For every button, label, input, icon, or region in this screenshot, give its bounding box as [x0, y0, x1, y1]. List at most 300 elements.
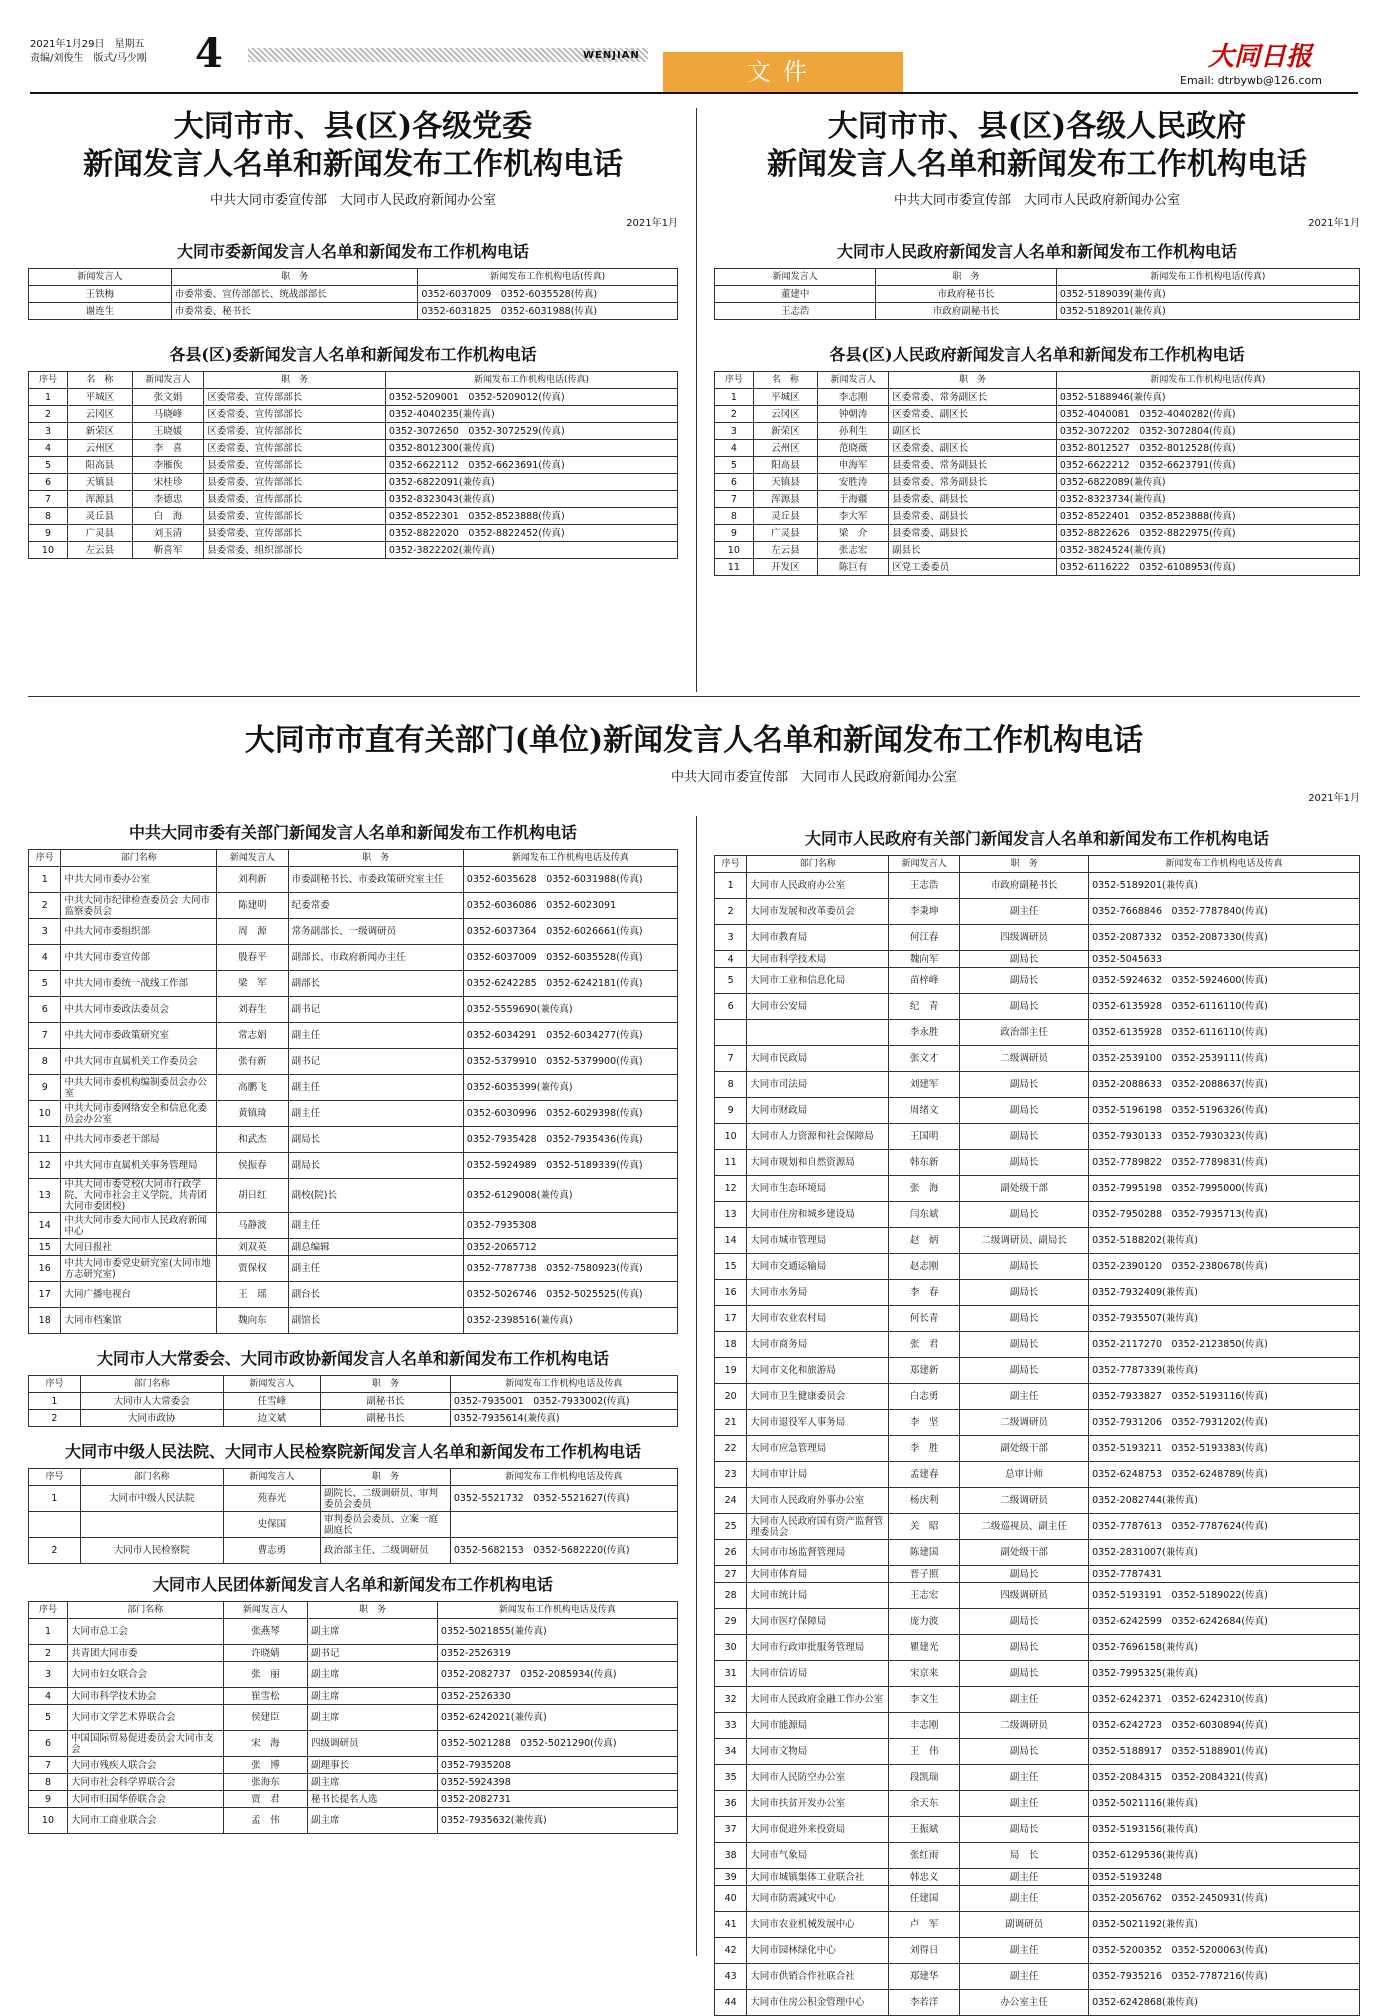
column-header: 新闻发言人: [223, 1376, 320, 1393]
column-header: 名 称: [753, 372, 818, 389]
table-cell: 安胜涛: [818, 474, 889, 491]
table-cell: 大同市人民政府金融工作办公室: [747, 1687, 889, 1713]
table-cell: 梁 介: [818, 525, 889, 542]
table-cell: 灵丘县: [67, 508, 132, 525]
issuer: 中共大同市委宣传部 大同市人民政府新闻办公室: [893, 193, 1180, 208]
table-cell: 大同市公安局: [747, 994, 889, 1020]
table-row: [715, 1739, 1360, 1765]
table-cell: 0352-5026746 0352-5025525(传真): [463, 1282, 677, 1308]
table-cell: 申海军: [818, 457, 889, 474]
table-row: [715, 1687, 1360, 1713]
table-cell: 41: [715, 1912, 747, 1938]
table-cell: 30: [715, 1635, 747, 1661]
table-cell: 0352-6242021(兼传真): [437, 1705, 677, 1731]
table-cell: 19: [715, 1358, 747, 1384]
table-cell: 0352-8323043(兼传真): [385, 491, 677, 508]
table-cell: 大同市防震减灾中心: [747, 1886, 889, 1912]
table-cell: 4: [715, 951, 747, 968]
table-row: [29, 1308, 678, 1334]
table-row: [29, 1538, 678, 1564]
table-cell: 0352-5189201(兼传真): [1089, 873, 1360, 899]
table-cell: 副局长: [960, 1358, 1089, 1384]
table-cell: 10: [715, 1124, 747, 1150]
table-cell: 任建国: [889, 1886, 960, 1912]
issuer: 中共大同市委宣传部 大同市人民政府新闻办公室: [670, 769, 957, 785]
table-cell: 副局长: [960, 1202, 1089, 1228]
table-cell: 大同市档案馆: [61, 1308, 217, 1334]
table-cell: 副秘书长: [321, 1393, 451, 1410]
issue-month: 2021年1月: [626, 218, 678, 229]
table-cell: 22: [715, 1436, 747, 1462]
table-cell: 中国国际贸易促进委员会大同市支会: [67, 1731, 223, 1757]
table-row: [29, 1774, 678, 1791]
table-cell: 张 丽: [223, 1662, 307, 1688]
table-cell: 1: [29, 1393, 81, 1410]
table-cell: 王振斌: [889, 1817, 960, 1843]
table-cell: 云冈区: [67, 406, 132, 423]
table-row: [29, 1757, 678, 1774]
table-row: [29, 1410, 678, 1427]
table-cell: 大同市城镇集体工业联合社: [747, 1869, 889, 1886]
table-row: [29, 1393, 678, 1410]
table-cell: 6: [715, 474, 754, 491]
table-cell: 0352-8522301 0352-8523888(传真): [385, 508, 677, 525]
column-header: 新闻发布工作机构电话(传真): [1056, 269, 1359, 286]
table-row: [29, 1808, 678, 1834]
table-cell: 市委常委、秘书长: [171, 303, 418, 320]
table-cell: 7: [29, 1757, 68, 1774]
table-cell: 0352-6031825 0352-6031988(传真): [418, 303, 678, 320]
table-cell: 庞力波: [889, 1609, 960, 1635]
table-cell: 区委常委、宣传部部长: [204, 406, 386, 423]
table-cell: 阳高县: [753, 457, 818, 474]
table-cell: 26: [715, 1540, 747, 1566]
section-divider: [28, 696, 1360, 697]
table-cell: 4: [29, 1688, 68, 1705]
column-header: 新闻发布工作机构电话及传真: [437, 1602, 677, 1619]
table-cell: 大同市园林绿化中心: [747, 1938, 889, 1964]
table-cell: 大同市政协: [80, 1410, 223, 1427]
table-cell: 0352-5682153 0352-5682220(传真): [450, 1538, 677, 1564]
table-row: [715, 1046, 1360, 1072]
table-cell: 李秉坤: [889, 899, 960, 925]
table-cell: 37: [715, 1817, 747, 1843]
table-cell: 区委常委、宣传部部长: [204, 440, 386, 457]
table-cell: 贾保权: [217, 1256, 288, 1282]
table-cell: 四级调研员: [960, 925, 1089, 951]
table-cell: 18: [715, 1332, 747, 1358]
table-cell: 3: [29, 423, 68, 440]
table-row: [29, 1213, 678, 1239]
table-cell: 李若洋: [889, 1990, 960, 2016]
city-party-spokesperson-table: [28, 268, 678, 320]
table-cell: 总审计师: [960, 1462, 1089, 1488]
table-cell: 4: [29, 440, 68, 457]
section-pinyin: WENJIAN: [583, 50, 640, 61]
table-cell: 0352-8822020 0352-8822452(传真): [385, 525, 677, 542]
table-cell: 中共大同市委大同市人民政府新闻中心: [61, 1213, 217, 1239]
column-header: 序号: [29, 1469, 81, 1486]
table-cell: 大同市扶贫开发办公室: [747, 1791, 889, 1817]
table-cell: 中共大同市委组织部: [61, 919, 217, 945]
table-cell: 闫东斌: [889, 1202, 960, 1228]
table-title: 大同市人大常委会、大同市政协新闻发言人名单和新闻发布工作机构电话: [96, 1349, 609, 1368]
table-cell: 0352-2390120 0352-2380678(传真): [1089, 1254, 1360, 1280]
table-cell: 开发区: [753, 559, 818, 576]
table-cell: 副处级干部: [960, 1540, 1089, 1566]
table-row: [715, 951, 1360, 968]
table-cell: 中共大同市委政法委员会: [61, 997, 217, 1023]
table-cell: 大同广播电视台: [61, 1282, 217, 1308]
table-cell: 马晓峰: [132, 406, 203, 423]
table-cell: 大同市人大常委会: [80, 1393, 223, 1410]
table-cell: 钟朝涛: [818, 406, 889, 423]
table-cell: 二级调研员: [960, 1488, 1089, 1514]
table-row: [715, 525, 1360, 542]
table-cell: 副总编辑: [288, 1239, 463, 1256]
table-cell: 0352-6135928 0352-6116110(传真): [1089, 994, 1360, 1020]
table-cell: 10: [29, 1808, 68, 1834]
table-cell: 大同市人民防空办公室: [747, 1765, 889, 1791]
table-cell: 郑建新: [889, 1358, 960, 1384]
column-header: 序号: [29, 1602, 68, 1619]
table-row: [715, 1488, 1360, 1514]
table-cell: 31: [715, 1661, 747, 1687]
column-header: 新闻发布工作机构电话及传真: [1089, 856, 1360, 873]
table-cell: [450, 1512, 677, 1538]
column-header: 新闻发布工作机构电话(传真): [418, 269, 678, 286]
table-cell: 0352-5521732 0352-5521627(传真): [450, 1486, 677, 1512]
column-header: 序号: [29, 1376, 81, 1393]
table-cell: 0352-6822091(兼传真): [385, 474, 677, 491]
table-cell: 大同市住房和城乡建设局: [747, 1202, 889, 1228]
table-cell: 副局长: [960, 1306, 1089, 1332]
table-row: [715, 1765, 1360, 1791]
table-cell: 0352-6242868(兼传真): [1089, 1990, 1360, 2016]
table-cell: 刘建军: [889, 1072, 960, 1098]
table-row: [715, 1202, 1360, 1228]
table-cell: 大同日报社: [61, 1239, 217, 1256]
table-cell: 大同市市场监督管理局: [747, 1540, 889, 1566]
table-cell: 大同市交通运输局: [747, 1254, 889, 1280]
table-cell: 21: [715, 1410, 747, 1436]
table-row: [715, 440, 1360, 457]
column-header: 新闻发言人: [818, 372, 889, 389]
table-header-row: [29, 269, 678, 286]
table-cell: 0352-7787738 0352-7580923(传真): [463, 1256, 677, 1282]
party-departments-table: [28, 849, 678, 1334]
table-cell: 左云县: [753, 542, 818, 559]
table-cell: 周绪文: [889, 1098, 960, 1124]
table-row: [29, 1256, 678, 1282]
table-cell: 0352-3072202 0352-3072804(传真): [1056, 423, 1359, 440]
table-cell: 0352-5021855(兼传真): [437, 1619, 677, 1645]
table-cell: 0352-2065712: [463, 1239, 677, 1256]
table-cell: 0352-7933827 0352-5193116(传真): [1089, 1384, 1360, 1410]
issue-date: 2021年1月29日 星期五: [30, 39, 145, 50]
table-cell: 许晓婧: [223, 1645, 307, 1662]
column-divider: [696, 108, 697, 692]
table-row: [29, 1049, 678, 1075]
table-cell: 0352-6129536(兼传真): [1089, 1843, 1360, 1869]
table-cell: 1: [29, 867, 61, 893]
block-title-line2: 新闻发言人名单和新闻发布工作机构电话: [83, 146, 623, 182]
column-header: 新闻发布工作机构电话及传真: [450, 1469, 677, 1486]
table-row: [715, 542, 1360, 559]
court-procuratorate-table: [28, 1468, 678, 1564]
table-cell: 区委常委、宣传部部长: [204, 389, 386, 406]
table-cell: 崔雪松: [223, 1688, 307, 1705]
table-row: [29, 997, 678, 1023]
table-row: [29, 1127, 678, 1153]
table-cell: 16: [715, 1280, 747, 1306]
table-cell: 0352-5193156(兼传真): [1089, 1817, 1360, 1843]
table-cell: 侯振春: [217, 1153, 288, 1179]
table-cell: 0352-7935632(兼传真): [437, 1808, 677, 1834]
table-row: [715, 1306, 1360, 1332]
table-cell: 魏向东: [217, 1308, 288, 1334]
table-cell: 6: [29, 1731, 68, 1757]
table-cell: 0352-6242599 0352-6242684(传真): [1089, 1609, 1360, 1635]
table-row: [715, 559, 1360, 576]
table-cell: 云冈区: [753, 406, 818, 423]
table-cell: 7: [715, 491, 754, 508]
table-cell: 范晓薇: [818, 440, 889, 457]
table-cell: [29, 1512, 81, 1538]
table-cell: 0352-2082731: [437, 1791, 677, 1808]
table-cell: 15: [715, 1254, 747, 1280]
table-cell: 副馆长: [288, 1308, 463, 1334]
table-cell: 孟建春: [889, 1462, 960, 1488]
table-row: [715, 1280, 1360, 1306]
column-header: 新闻发言人: [223, 1469, 320, 1486]
page-header: [0, 0, 1388, 100]
table-cell: 副部长: [288, 971, 463, 997]
table-row: [715, 508, 1360, 525]
table-row: [715, 1843, 1360, 1869]
table-cell: 宋京来: [889, 1661, 960, 1687]
table-cell: 2: [29, 1538, 81, 1564]
table-cell: 5: [715, 968, 747, 994]
table-cell: 0352-6135928 0352-6116110(传真): [1089, 1020, 1360, 1046]
table-cell: 赵志刚: [889, 1254, 960, 1280]
table-row: [715, 1990, 1360, 2016]
table-cell: 7: [29, 491, 68, 508]
table-row: [715, 968, 1360, 994]
table-cell: 0352-5193191 0352-5189022(传真): [1089, 1583, 1360, 1609]
table-cell: 6: [29, 997, 61, 1023]
table-cell: 副局长: [960, 1150, 1089, 1176]
table-cell: 0352-7668846 0352-7787840(传真): [1089, 899, 1360, 925]
table-cell: 0352-5188917 0352-5188901(传真): [1089, 1739, 1360, 1765]
table-cell: 0352-7932409(兼传真): [1089, 1280, 1360, 1306]
table-cell: 1: [715, 873, 747, 899]
table-cell: 0352-5559690(兼传真): [463, 997, 677, 1023]
table-cell: 大同市文物局: [747, 1739, 889, 1765]
table-cell: 34: [715, 1739, 747, 1765]
table-row: [715, 1609, 1360, 1635]
table-cell: 市政府副秘书长: [876, 303, 1057, 320]
table-cell: 区委常委、副区长: [889, 440, 1057, 457]
table-cell: 大同市信访局: [747, 1661, 889, 1687]
table-cell: 0352-7935208: [437, 1757, 677, 1774]
column-header: 职 务: [204, 372, 386, 389]
table-row: [29, 971, 678, 997]
table-cell: 县委常委、宣传部部长: [204, 525, 386, 542]
table-row: [29, 1512, 678, 1538]
table-row: [715, 1964, 1360, 1990]
table-cell: 0352-6037009 0352-6035528(传真): [463, 945, 677, 971]
table-cell: 0352-2539100 0352-2539111(传真): [1089, 1046, 1360, 1072]
table-cell: 副院长、二级调研员、审判委员会委员: [321, 1486, 451, 1512]
table-cell: 2: [715, 899, 747, 925]
table-cell: 王 伟: [889, 1739, 960, 1765]
table-cell: 副局长: [960, 1566, 1089, 1583]
table-cell: 副区长: [889, 423, 1057, 440]
table-cell: 大同市行政审批服务管理局: [747, 1635, 889, 1661]
table-cell: 16: [29, 1256, 61, 1282]
table-cell: 9: [715, 525, 754, 542]
column-header: 新闻发言人: [217, 850, 288, 867]
table-row: [715, 1869, 1360, 1886]
table-row: [715, 994, 1360, 1020]
table-cell: 中共大同市直属机关工作委员会: [61, 1049, 217, 1075]
table-cell: 0352-5188202(兼传真): [1089, 1228, 1360, 1254]
table-cell: 二级巡视员、副主任: [960, 1514, 1089, 1540]
column-header: 序号: [29, 850, 61, 867]
table-row: [29, 945, 678, 971]
table-row: [715, 303, 1360, 320]
table-cell: 0352-7935001 0352-7933002(传真): [450, 1393, 677, 1410]
table-cell: 区委常委、副区长: [889, 406, 1057, 423]
table-cell: 0352-7930133 0352-7930323(传真): [1089, 1124, 1360, 1150]
table-cell: 王 瑶: [217, 1282, 288, 1308]
table-cell: 17: [715, 1306, 747, 1332]
table-title: 大同市委新闻发言人名单和新闻发布工作机构电话: [176, 242, 529, 261]
table-cell: 中共大同市委老干部局: [61, 1127, 217, 1153]
table-row: [29, 1619, 678, 1645]
table-cell: 0352-7787613 0352-7787624(传真): [1089, 1514, 1360, 1540]
table-cell: 大同市退役军人事务局: [747, 1410, 889, 1436]
table-cell: 靳喜军: [132, 542, 203, 559]
table-cell: 0352-6242371 0352-6242310(传真): [1089, 1687, 1360, 1713]
table-cell: 12: [715, 1176, 747, 1202]
table-cell: 广灵县: [753, 525, 818, 542]
table-cell: 新荣区: [753, 423, 818, 440]
table-cell: 中共大同市委宣传部: [61, 945, 217, 971]
table-cell: 7: [715, 1046, 747, 1072]
table-cell: 0352-5193248: [1089, 1869, 1360, 1886]
table-cell: 0352-5021116(兼传真): [1089, 1791, 1360, 1817]
table-header-row: [29, 1469, 678, 1486]
table-cell: 大同市文学艺术界联合会: [67, 1705, 223, 1731]
table-header-row: [29, 372, 678, 389]
table-cell: 常务副部长、一级调研员: [288, 919, 463, 945]
column-header: 职 务: [171, 269, 418, 286]
table-cell: 1: [715, 389, 754, 406]
table-cell: 马静波: [217, 1213, 288, 1239]
table-cell: 12: [29, 1153, 61, 1179]
editors: 责编/刘俊生 版式/马少刚: [30, 53, 147, 64]
table-title: 大同市人民政府新闻发言人名单和新闻发布工作机构电话: [836, 242, 1237, 261]
column-header: 序号: [715, 372, 754, 389]
table-cell: 大同市农业机械发展中心: [747, 1912, 889, 1938]
table-cell: 副局长: [960, 1124, 1089, 1150]
table-cell: 32: [715, 1687, 747, 1713]
column-header: 新闻发言人: [29, 269, 172, 286]
table-cell: 副主任: [960, 899, 1089, 925]
table-cell: 副局长: [960, 1332, 1089, 1358]
table-cell: [80, 1512, 223, 1538]
table-cell: 广灵县: [67, 525, 132, 542]
issuer: 中共大同市委宣传部 大同市人民政府新闻办公室: [209, 193, 496, 208]
table-cell: 副局长: [960, 1280, 1089, 1306]
table-cell: 副局长: [960, 968, 1089, 994]
table-cell: 大同市应急管理局: [747, 1436, 889, 1462]
table-cell: 市委副秘书长、市委政策研究室主任: [288, 867, 463, 893]
table-cell: 大同市医疗保障局: [747, 1609, 889, 1635]
table-cell: 张 博: [223, 1757, 307, 1774]
table-cell: 大同市财政局: [747, 1098, 889, 1124]
column-header: 新闻发布工作机构电话及传真: [463, 850, 677, 867]
table-cell: 0352-7995198 0352-7995000(传真): [1089, 1176, 1360, 1202]
table-cell: 6: [29, 474, 68, 491]
table-cell: 大同市规划和自然资源局: [747, 1150, 889, 1176]
table-row: [29, 303, 678, 320]
table-cell: 6: [715, 994, 747, 1020]
table-cell: 胡日红: [217, 1179, 288, 1213]
table-cell: 9: [29, 1075, 61, 1101]
table-cell: 大同市能源局: [747, 1713, 889, 1739]
table-row: [715, 1410, 1360, 1436]
table-cell: 副主任: [960, 1791, 1089, 1817]
table-row: [715, 1713, 1360, 1739]
table-cell: 政治部主任、二级调研员: [321, 1538, 451, 1564]
table-cell: 政治部主任: [960, 1020, 1089, 1046]
table-cell: 2: [29, 406, 68, 423]
table-cell: 刘春生: [217, 997, 288, 1023]
table-row: [29, 1688, 678, 1705]
table-cell: 1: [29, 1486, 81, 1512]
table-cell: 浑源县: [753, 491, 818, 508]
table-cell: 大同市供销合作社联合社: [747, 1964, 889, 1990]
table-header-row: [29, 1602, 678, 1619]
page-number: 4: [195, 30, 223, 77]
table-cell: 二级调研员、副局长: [960, 1228, 1089, 1254]
table-row: [715, 1150, 1360, 1176]
table-cell: 5: [29, 971, 61, 997]
table-cell: 黄镇琦: [217, 1101, 288, 1127]
table-cell: 丰志刚: [889, 1713, 960, 1739]
table-row: [715, 286, 1360, 303]
table-cell: 区委常委、常务副区长: [889, 389, 1057, 406]
table-row: [29, 893, 678, 919]
table-cell: 平城区: [67, 389, 132, 406]
table-cell: 卢 军: [889, 1912, 960, 1938]
table-cell: 大同市中级人民法院: [80, 1486, 223, 1512]
table-cell: 副书记: [288, 997, 463, 1023]
table-cell: 副主席: [308, 1705, 438, 1731]
table-cell: 李 喜: [132, 440, 203, 457]
table-cell: 10: [715, 542, 754, 559]
table-cell: 副主任: [960, 1384, 1089, 1410]
column-header: 职 务: [960, 856, 1089, 873]
table-cell: 1: [29, 389, 68, 406]
table-cell: 区党工委委员: [889, 559, 1057, 576]
table-cell: 天镇县: [67, 474, 132, 491]
table-cell: 0352-3824524(兼传真): [1056, 542, 1359, 559]
header-rule: [30, 92, 1358, 94]
